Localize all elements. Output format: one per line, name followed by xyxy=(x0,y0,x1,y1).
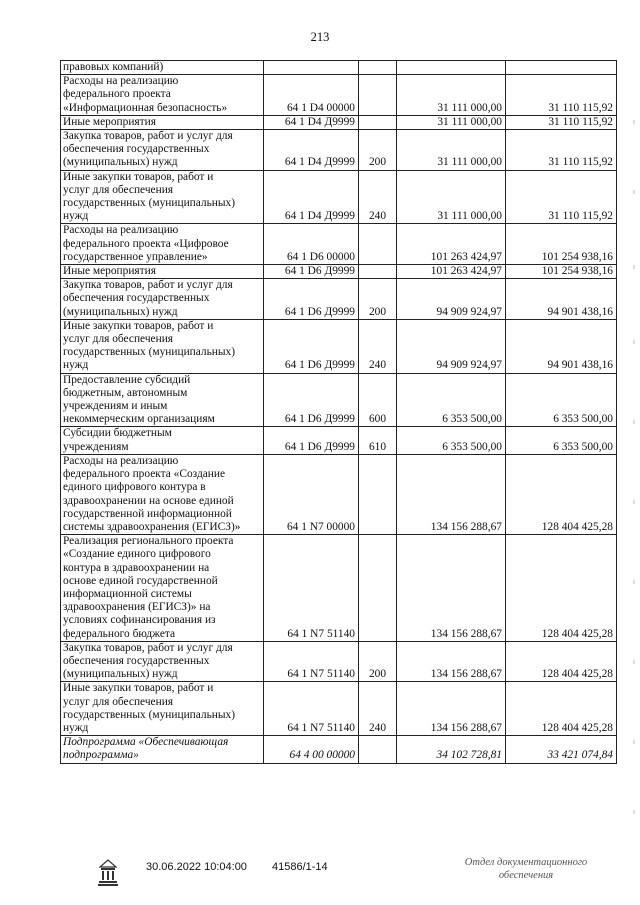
table-row xyxy=(61,75,617,116)
cell-expense-type: 610 xyxy=(359,427,397,454)
cell-expense-type xyxy=(359,736,397,763)
table-row xyxy=(61,279,617,320)
cell-target-code: 64 1 N7 00000 xyxy=(264,454,359,534)
cell-name xyxy=(61,224,264,265)
name-line: Расходы на реализацию xyxy=(63,454,179,467)
cell-target-code: 64 1 D4 Д9999 xyxy=(264,115,359,129)
name-line: Подпрограмма «Обеспечивающая xyxy=(63,736,229,749)
name-line: здравоохранении на основе единой xyxy=(63,494,234,507)
name-line: Иные закупки товаров, работ и xyxy=(63,319,214,332)
name-line: здравоохранения (ЕГИСЗ)» на xyxy=(63,601,211,614)
cell-expense-type xyxy=(359,454,397,534)
cell-name xyxy=(61,736,264,763)
table-row xyxy=(61,170,617,224)
cell-expense-type xyxy=(359,535,397,642)
cell-planned-amount: 134 156 288,67 xyxy=(397,454,506,534)
cell-executed-amount: 94 901 438,16 xyxy=(506,279,617,320)
cell-executed-amount: 101 254 938,16 xyxy=(506,224,617,265)
name-line: системы здравоохранения (ЕГИСЗ)» xyxy=(63,520,241,533)
cell-target-code: 64 1 N7 51140 xyxy=(264,535,359,642)
cell-target-code: 64 1 N7 51140 xyxy=(264,682,359,736)
name-line: Расходы на реализацию xyxy=(63,224,179,237)
cell-name xyxy=(61,535,264,642)
name-line: «Информационная безопасность» xyxy=(63,101,228,114)
cell-expense-type: 240 xyxy=(359,319,397,373)
table-row xyxy=(61,535,617,642)
table-row xyxy=(61,736,617,763)
name-line: федерального проекта xyxy=(63,88,171,101)
cell-expense-type: 200 xyxy=(359,130,397,171)
cell-planned-amount: 134 156 288,67 xyxy=(397,682,506,736)
name-line: обеспечения государственных xyxy=(63,654,210,667)
cell-planned-amount: 134 156 288,67 xyxy=(397,535,506,642)
name-line: федерального проекта «Создание xyxy=(63,468,226,481)
stamp-line-2: обеспечения xyxy=(498,870,554,881)
page-number: 213 xyxy=(310,30,330,44)
cell-planned-amount: 94 909 924,97 xyxy=(397,279,506,320)
name-line: информационной системы xyxy=(63,587,192,600)
cell-expense-type xyxy=(359,265,397,279)
cell-expense-type: 240 xyxy=(359,682,397,736)
cell-expense-type: 200 xyxy=(359,641,397,682)
cell-name xyxy=(61,319,264,373)
name-line: нужд xyxy=(63,721,89,734)
cell-planned-amount xyxy=(397,61,506,75)
name-line: учреждениям xyxy=(63,440,129,453)
cell-name xyxy=(61,373,264,427)
cell-executed-amount xyxy=(506,61,617,75)
cell-target-code: 64 1 D6 Д9999 xyxy=(264,265,359,279)
table-row xyxy=(61,427,617,454)
name-line: (муниципальных) нужд xyxy=(63,668,178,681)
cell-executed-amount: 31 110 115,92 xyxy=(506,115,617,129)
name-line: бюджетным, автономным xyxy=(63,386,188,399)
cell-target-code: 64 1 D6 Д9999 xyxy=(264,279,359,320)
name-line: государственных (муниципальных) xyxy=(63,346,236,359)
cell-planned-amount: 101 263 424,97 xyxy=(397,265,506,279)
name-line: услуг для обеспечения xyxy=(63,695,174,708)
cell-name xyxy=(61,682,264,736)
cell-planned-amount: 31 111 000,00 xyxy=(397,75,506,116)
name-line: государственное управление» xyxy=(63,250,208,263)
name-line: «Создание единого цифрового xyxy=(63,548,211,561)
cell-executed-amount: 94 901 438,16 xyxy=(506,319,617,373)
table-row xyxy=(61,61,617,75)
stamp-line-1: Отдел документационного xyxy=(464,857,588,868)
cell-executed-amount: 128 404 425,28 xyxy=(506,535,617,642)
name-line: федерального бюджета xyxy=(63,627,176,640)
name-line: правовых компаний) xyxy=(63,61,164,73)
margin-tick-marks xyxy=(628,60,640,840)
cell-name xyxy=(61,115,264,129)
cell-name xyxy=(61,279,264,320)
cell-executed-amount: 128 404 425,28 xyxy=(506,682,617,736)
name-line: основе единой государственной xyxy=(63,574,218,587)
name-line: Субсидии бюджетным xyxy=(63,427,172,440)
name-line: Расходы на реализацию xyxy=(63,75,179,88)
cell-expense-type: 200 xyxy=(359,279,397,320)
name-line: услуг для обеспечения xyxy=(63,183,174,196)
cell-executed-amount: 33 421 074,84 xyxy=(506,736,617,763)
table-row xyxy=(61,454,617,534)
document-number: 41586/1-14 xyxy=(272,861,328,873)
name-line: государственных (муниципальных) xyxy=(63,197,236,210)
name-line: Иные мероприятия xyxy=(63,115,156,128)
cell-executed-amount: 6 353 500,00 xyxy=(506,427,617,454)
signature-timestamp: 30.06.2022 10:04:00 xyxy=(146,861,247,873)
cell-expense-type xyxy=(359,75,397,116)
cell-name xyxy=(61,641,264,682)
cell-expense-type: 240 xyxy=(359,170,397,224)
cell-planned-amount: 6 353 500,00 xyxy=(397,373,506,427)
cell-target-code: 64 1 D6 Д9999 xyxy=(264,373,359,427)
name-line: подпрограмма» xyxy=(63,749,139,762)
name-line: Иные закупки товаров, работ и xyxy=(63,170,214,183)
cell-executed-amount: 31 110 115,92 xyxy=(506,170,617,224)
cell-executed-amount: 128 404 425,28 xyxy=(506,641,617,682)
cell-planned-amount: 31 111 000,00 xyxy=(397,130,506,171)
table-row xyxy=(61,224,617,265)
department-stamp xyxy=(446,856,606,882)
cell-target-code: 64 1 D6 Д9999 xyxy=(264,427,359,454)
name-line: единого цифрового контура в xyxy=(63,481,206,494)
cell-planned-amount: 31 111 000,00 xyxy=(397,170,506,224)
cell-planned-amount: 134 156 288,67 xyxy=(397,641,506,682)
cell-name xyxy=(61,130,264,171)
cell-target-code: 64 1 D4 Д9999 xyxy=(264,170,359,224)
name-line: некоммерческим организациям xyxy=(63,413,215,426)
name-line: Закупка товаров, работ и услуг для xyxy=(63,641,233,654)
cell-target-code: 64 1 D6 00000 xyxy=(264,224,359,265)
name-line: обеспечения государственных xyxy=(63,143,210,156)
cell-name xyxy=(61,170,264,224)
cell-target-code: 64 1 D6 Д9999 xyxy=(264,319,359,373)
cell-executed-amount: 128 404 425,28 xyxy=(506,454,617,534)
cell-planned-amount: 101 263 424,97 xyxy=(397,224,506,265)
name-line: Иные мероприятия xyxy=(63,265,156,278)
name-line: Предоставление субсидий xyxy=(63,373,191,386)
cell-target-code: 64 4 00 00000 xyxy=(264,736,359,763)
name-line: (муниципальных) нужд xyxy=(63,156,178,169)
name-line: контура в здравоохранении на xyxy=(63,561,210,574)
page-footer xyxy=(0,848,640,905)
cell-planned-amount: 34 102 728,81 xyxy=(397,736,506,763)
cell-name xyxy=(61,265,264,279)
table-row xyxy=(61,265,617,279)
name-line: Закупка товаров, работ и услуг для xyxy=(63,130,233,143)
cell-planned-amount: 6 353 500,00 xyxy=(397,427,506,454)
name-line: Реализация регионального проекта xyxy=(63,535,234,548)
cell-expense-type xyxy=(359,61,397,75)
table-row xyxy=(61,373,617,427)
name-line: (муниципальных) нужд xyxy=(63,305,178,318)
name-line: нужд xyxy=(63,359,89,372)
cell-executed-amount: 31 110 115,92 xyxy=(506,130,617,171)
cell-planned-amount: 94 909 924,97 xyxy=(397,319,506,373)
table-row xyxy=(61,115,617,129)
table-row xyxy=(61,319,617,373)
cell-executed-amount: 31 110 115,92 xyxy=(506,75,617,116)
cell-name xyxy=(61,75,264,116)
table-row xyxy=(61,682,617,736)
cell-target-code: 64 1 N7 51140 xyxy=(264,641,359,682)
budget-table xyxy=(60,60,617,764)
table-row xyxy=(61,130,617,171)
cell-executed-amount: 101 254 938,16 xyxy=(506,265,617,279)
name-line: федерального проекта «Цифровое xyxy=(63,237,229,250)
name-line: нужд xyxy=(63,210,89,223)
name-line: Иные закупки товаров, работ и xyxy=(63,682,214,695)
building-emblem-icon xyxy=(96,858,120,888)
cell-name xyxy=(61,427,264,454)
table-row xyxy=(61,641,617,682)
cell-expense-type xyxy=(359,224,397,265)
cell-planned-amount: 31 111 000,00 xyxy=(397,115,506,129)
cell-name xyxy=(61,61,264,75)
cell-expense-type xyxy=(359,115,397,129)
name-line: государственных (муниципальных) xyxy=(63,708,236,721)
name-line: Закупка товаров, работ и услуг для xyxy=(63,279,233,292)
cell-target-code xyxy=(264,61,359,75)
name-line: обеспечения государственных xyxy=(63,292,210,305)
cell-expense-type: 600 xyxy=(359,373,397,427)
cell-name xyxy=(61,454,264,534)
name-line: условиях софинансирования из xyxy=(63,614,216,627)
cell-target-code: 64 1 D4 00000 xyxy=(264,75,359,116)
cell-target-code: 64 1 D4 Д9999 xyxy=(264,130,359,171)
name-line: учреждениям и иным xyxy=(63,400,168,413)
cell-executed-amount: 6 353 500,00 xyxy=(506,373,617,427)
name-line: государственной информационной xyxy=(63,507,232,520)
name-line: услуг для обеспечения xyxy=(63,333,174,346)
